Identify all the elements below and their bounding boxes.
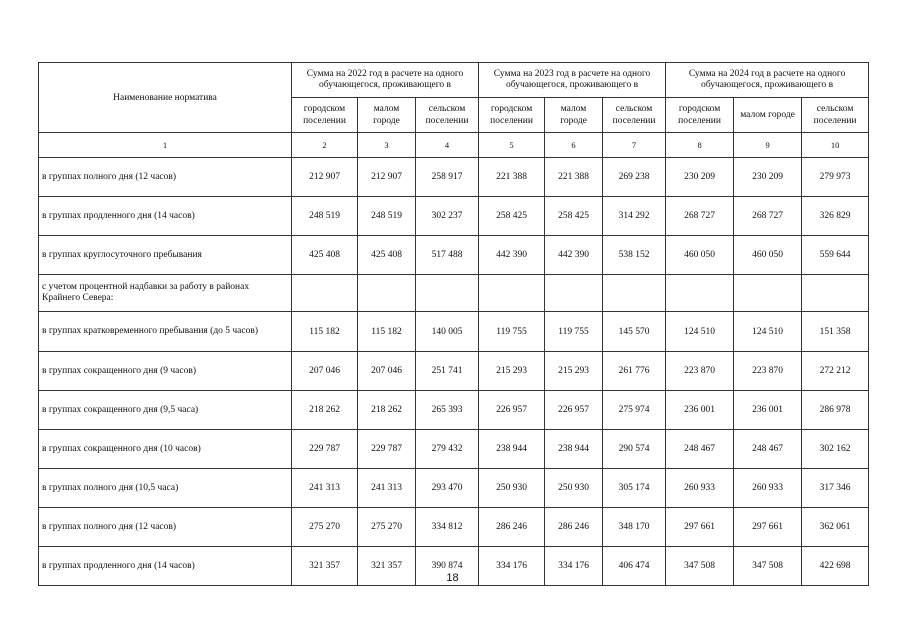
value-cell: 517 488 <box>416 236 479 275</box>
value-cell: 268 727 <box>734 197 802 236</box>
value-cell: 223 870 <box>666 352 734 391</box>
value-cell: 442 390 <box>545 236 603 275</box>
value-cell: 265 393 <box>416 391 479 430</box>
value-cell: 226 957 <box>545 391 603 430</box>
value-cell: 248 467 <box>734 430 802 469</box>
value-cell: 119 755 <box>545 312 603 352</box>
value-cell: 248 519 <box>292 197 358 236</box>
value-cell: 279 973 <box>802 158 869 197</box>
value-cell: 115 182 <box>358 312 416 352</box>
value-cell: 559 644 <box>802 236 869 275</box>
value-cell: 226 957 <box>479 391 545 430</box>
value-cell: 326 829 <box>802 197 869 236</box>
value-cell: 275 974 <box>603 391 666 430</box>
value-cell: 260 933 <box>666 469 734 508</box>
value-cell: 230 209 <box>734 158 802 197</box>
table-row <box>39 352 869 391</box>
group-header-2024: Сумма на 2024 год в расчете на одного обучающегося, проживающего в <box>666 63 869 98</box>
table-row <box>39 391 869 430</box>
value-cell: 362 061 <box>802 508 869 547</box>
value-cell: 238 944 <box>479 430 545 469</box>
section-label: с учетом процентной надбавки за работу в районах Крайнего Севера: <box>39 275 292 312</box>
subheader-cell: сельском поселении <box>416 98 479 133</box>
table-header <box>39 63 869 158</box>
row-name: в группах круглосуточного пребывания <box>39 236 292 275</box>
value-cell: 275 270 <box>358 508 416 547</box>
value-cell: 250 930 <box>479 469 545 508</box>
column-number: 10 <box>802 133 869 158</box>
value-cell <box>603 275 666 312</box>
table-row <box>39 312 869 352</box>
value-cell: 223 870 <box>734 352 802 391</box>
subheader-cell: городском поселении <box>666 98 734 133</box>
value-cell <box>292 275 358 312</box>
value-cell <box>802 275 869 312</box>
subheader-cell: малом городе <box>358 98 416 133</box>
value-cell: 390 874 <box>416 547 479 586</box>
table-row <box>39 158 869 197</box>
header-row-groups <box>39 63 869 98</box>
row-name: в группах сокращенного дня (9,5 часа) <box>39 391 292 430</box>
value-cell: 236 001 <box>734 391 802 430</box>
value-cell: 115 182 <box>292 312 358 352</box>
column-number: 9 <box>734 133 802 158</box>
name-column-header: Наименование норматива <box>39 63 292 133</box>
row-name: в группах продленного дня (14 часов) <box>39 197 292 236</box>
value-cell: 348 170 <box>603 508 666 547</box>
value-cell: 241 313 <box>292 469 358 508</box>
group-header-2023: Сумма на 2023 год в расчете на одного обучающегося, проживающего в <box>479 63 666 98</box>
value-cell: 302 237 <box>416 197 479 236</box>
value-cell <box>666 275 734 312</box>
value-cell: 272 212 <box>802 352 869 391</box>
value-cell: 538 152 <box>603 236 666 275</box>
table-row <box>39 508 869 547</box>
value-cell: 248 467 <box>666 430 734 469</box>
value-cell: 215 293 <box>479 352 545 391</box>
value-cell: 218 262 <box>358 391 416 430</box>
column-number: 3 <box>358 133 416 158</box>
value-cell: 442 390 <box>479 236 545 275</box>
row-name: в группах продленного дня (14 часов) <box>39 547 292 586</box>
table-row <box>39 430 869 469</box>
value-cell: 151 358 <box>802 312 869 352</box>
value-cell: 248 519 <box>358 197 416 236</box>
value-cell <box>479 275 545 312</box>
value-cell: 269 238 <box>603 158 666 197</box>
value-cell: 229 787 <box>292 430 358 469</box>
value-cell: 460 050 <box>734 236 802 275</box>
value-cell: 317 346 <box>802 469 869 508</box>
page-number: 18 <box>446 572 459 584</box>
value-cell: 221 388 <box>479 158 545 197</box>
row-name: в группах сокращенного дня (9 часов) <box>39 352 292 391</box>
value-cell: 321 357 <box>358 547 416 586</box>
column-number: 6 <box>545 133 603 158</box>
value-cell: 293 470 <box>416 469 479 508</box>
value-cell: 212 907 <box>358 158 416 197</box>
row-name: в группах сокращенного дня (10 часов) <box>39 430 292 469</box>
value-cell: 218 262 <box>292 391 358 430</box>
row-name: в группах кратковременного пребывания (до 5 часов) <box>39 312 292 352</box>
value-cell: 305 174 <box>603 469 666 508</box>
value-cell: 425 408 <box>358 236 416 275</box>
value-cell: 334 176 <box>545 547 603 586</box>
row-name: в группах полного дня (12 часов) <box>39 508 292 547</box>
value-cell: 258 425 <box>545 197 603 236</box>
value-cell <box>734 275 802 312</box>
value-cell <box>416 275 479 312</box>
value-cell: 314 292 <box>603 197 666 236</box>
value-cell: 347 508 <box>666 547 734 586</box>
table-row <box>39 197 869 236</box>
value-cell: 334 812 <box>416 508 479 547</box>
value-cell: 286 246 <box>479 508 545 547</box>
normative-table <box>38 62 869 586</box>
value-cell: 279 432 <box>416 430 479 469</box>
value-cell: 236 001 <box>666 391 734 430</box>
value-cell: 251 741 <box>416 352 479 391</box>
column-number: 4 <box>416 133 479 158</box>
value-cell: 302 162 <box>802 430 869 469</box>
column-number: 5 <box>479 133 545 158</box>
value-cell: 145 570 <box>603 312 666 352</box>
value-cell: 406 474 <box>603 547 666 586</box>
table-body <box>39 158 869 586</box>
value-cell: 238 944 <box>545 430 603 469</box>
subheader-cell: городском поселении <box>292 98 358 133</box>
value-cell: 258 917 <box>416 158 479 197</box>
value-cell: 297 661 <box>666 508 734 547</box>
column-number: 2 <box>292 133 358 158</box>
value-cell: 258 425 <box>479 197 545 236</box>
value-cell: 261 776 <box>603 352 666 391</box>
value-cell: 460 050 <box>666 236 734 275</box>
subheader-cell: городском поселении <box>479 98 545 133</box>
value-cell: 250 930 <box>545 469 603 508</box>
subheader-cell: сельском поселении <box>802 98 869 133</box>
value-cell: 422 698 <box>802 547 869 586</box>
column-number: 7 <box>603 133 666 158</box>
row-name: в группах полного дня (12 часов) <box>39 158 292 197</box>
subheader-cell: сельском поселении <box>603 98 666 133</box>
table-row <box>39 469 869 508</box>
value-cell: 260 933 <box>734 469 802 508</box>
value-cell: 119 755 <box>479 312 545 352</box>
subheader-cell: малом городе <box>734 98 802 133</box>
column-number-row <box>39 133 869 158</box>
value-cell: 425 408 <box>292 236 358 275</box>
value-cell: 140 005 <box>416 312 479 352</box>
value-cell <box>545 275 603 312</box>
value-cell: 334 176 <box>479 547 545 586</box>
value-cell: 215 293 <box>545 352 603 391</box>
value-cell: 290 574 <box>603 430 666 469</box>
value-cell: 268 727 <box>666 197 734 236</box>
row-name: в группах полного дня (10,5 часа) <box>39 469 292 508</box>
value-cell: 229 787 <box>358 430 416 469</box>
subheader-cell: малом городе <box>545 98 603 133</box>
group-header-2022: Сумма на 2022 год в расчете на одного обучающегося, проживающего в <box>292 63 479 98</box>
value-cell: 207 046 <box>292 352 358 391</box>
value-cell: 286 246 <box>545 508 603 547</box>
value-cell <box>358 275 416 312</box>
value-cell: 230 209 <box>666 158 734 197</box>
value-cell: 347 508 <box>734 547 802 586</box>
value-cell: 207 046 <box>358 352 416 391</box>
value-cell: 124 510 <box>734 312 802 352</box>
value-cell: 275 270 <box>292 508 358 547</box>
value-cell: 297 661 <box>734 508 802 547</box>
table-row <box>39 236 869 275</box>
value-cell: 212 907 <box>292 158 358 197</box>
value-cell: 241 313 <box>358 469 416 508</box>
value-cell: 286 978 <box>802 391 869 430</box>
value-cell: 221 388 <box>545 158 603 197</box>
column-number: 1 <box>39 133 292 158</box>
table-row-section <box>39 275 869 312</box>
column-number: 8 <box>666 133 734 158</box>
value-cell: 124 510 <box>666 312 734 352</box>
value-cell: 321 357 <box>292 547 358 586</box>
